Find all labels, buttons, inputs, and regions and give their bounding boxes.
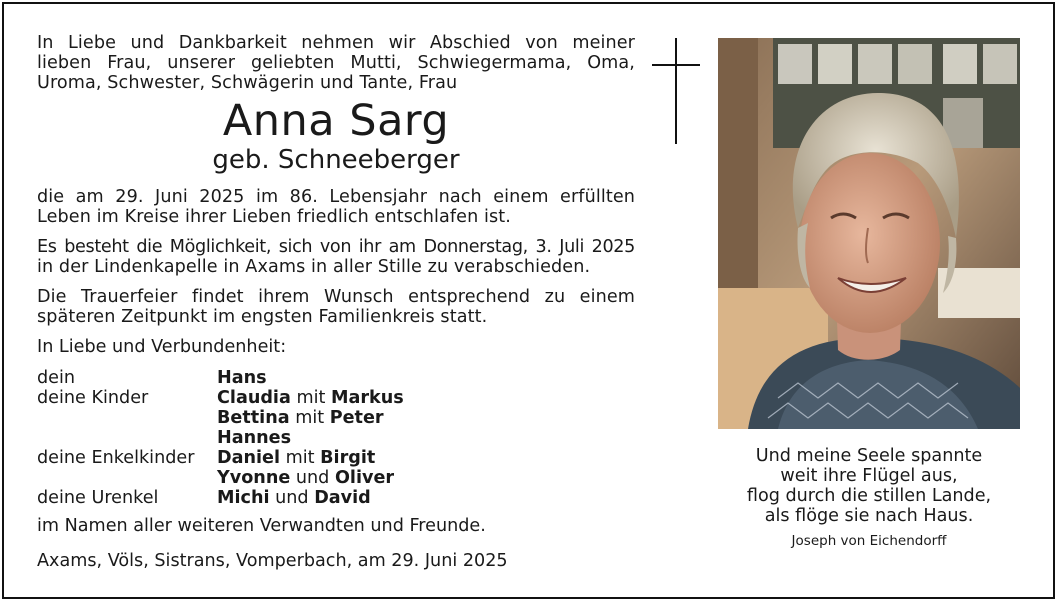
- funeral-paragraph: [37, 287, 635, 327]
- family-row: [37, 388, 557, 408]
- family-partner-name: Birgit: [320, 448, 376, 468]
- family-partner-name: David: [314, 488, 371, 508]
- family-name: Michi: [217, 488, 270, 508]
- funeral-line: Die Trauerfeier findet ihrem Wunsch entsprechend zu einem: [37, 287, 635, 307]
- family-relation: deine Kinder: [37, 388, 149, 408]
- family-relation: [37, 428, 217, 448]
- family-relation: dein: [37, 368, 76, 388]
- poem-line: als flöge sie nach Haus.: [764, 506, 974, 526]
- birth-name: geb. Schneeberger: [212, 145, 460, 175]
- family-name: Yvonne: [217, 468, 291, 488]
- family-name: Daniel: [217, 448, 280, 468]
- notice-text-column: [37, 33, 635, 357]
- family-partner-name: Oliver: [334, 468, 395, 488]
- family-name: Hans: [217, 368, 267, 388]
- family-name: Bettina: [217, 408, 290, 428]
- family-relation: [37, 408, 217, 428]
- intro-line: lieben Frau, unserer geliebten Mutti, Schwiegermama, Oma,: [37, 53, 635, 73]
- poem-block: [718, 446, 1020, 549]
- poem-author: Joseph von Eichendorff: [791, 533, 947, 549]
- intro-line: Uroma, Schwester, Schwägerin und Tante, Frau: [37, 73, 458, 93]
- family-partner-name: Markus: [330, 388, 404, 408]
- cross-icon: [652, 38, 700, 144]
- family-joiner: mit: [295, 408, 325, 428]
- family-name: Hannes: [217, 428, 292, 448]
- greeting-line: In Liebe und Verbundenheit:: [37, 337, 287, 357]
- family-relation: [37, 468, 217, 488]
- deceased-name: Anna Sarg: [222, 96, 450, 146]
- intro-line: In Liebe und Dankbarkeit nehmen wir Abschied von meiner: [37, 33, 635, 53]
- intro-paragraph: [37, 33, 635, 93]
- death-notice-line: Leben im Kreise ihrer Lieben friedlich entschlafen ist.: [37, 207, 511, 227]
- family-row: [37, 468, 557, 488]
- death-notice-paragraph: [37, 187, 635, 227]
- family-joiner: und: [295, 468, 330, 488]
- farewell-line: Es besteht die Möglichkeit, sich von ihr am Donnerstag, 3. Juli 2025: [37, 237, 635, 257]
- family-list: [37, 368, 557, 508]
- family-joiner: und: [275, 488, 309, 508]
- farewell-line: in der Lindenkapelle in Axams in aller Stille zu verabschieden.: [37, 257, 591, 277]
- family-row: [37, 408, 557, 428]
- family-row: [37, 428, 557, 448]
- family-row: [37, 368, 557, 388]
- poem-line: flog durch die stillen Lande,: [746, 486, 992, 506]
- poem-line: weit ihre Flügel aus,: [780, 466, 958, 486]
- family-joiner: mit: [285, 448, 315, 468]
- family-row: [37, 488, 557, 508]
- poem-line: Und meine Seele spannte: [755, 446, 983, 466]
- funeral-line: späteren Zeitpunkt im engsten Familienkreis statt.: [37, 307, 488, 327]
- death-notice-line: die am 29. Juni 2025 im 86. Lebensjahr nach einem erfüllten: [37, 187, 635, 207]
- closing-line: im Namen aller weiteren Verwandten und Freunde.: [37, 516, 486, 536]
- family-partner-name: Peter: [329, 408, 384, 428]
- family-name: Claudia: [217, 388, 291, 408]
- place-date-line: Axams, Völs, Sistrans, Vomperbach, am 29. Juni 2025: [37, 551, 508, 571]
- family-relation: deine Urenkel: [37, 488, 159, 508]
- family-joiner: mit: [296, 388, 326, 408]
- portrait-photo: [718, 38, 1020, 429]
- family-relation: deine Enkelkinder: [37, 448, 195, 468]
- family-row: [37, 448, 557, 468]
- farewell-paragraph: [37, 237, 635, 277]
